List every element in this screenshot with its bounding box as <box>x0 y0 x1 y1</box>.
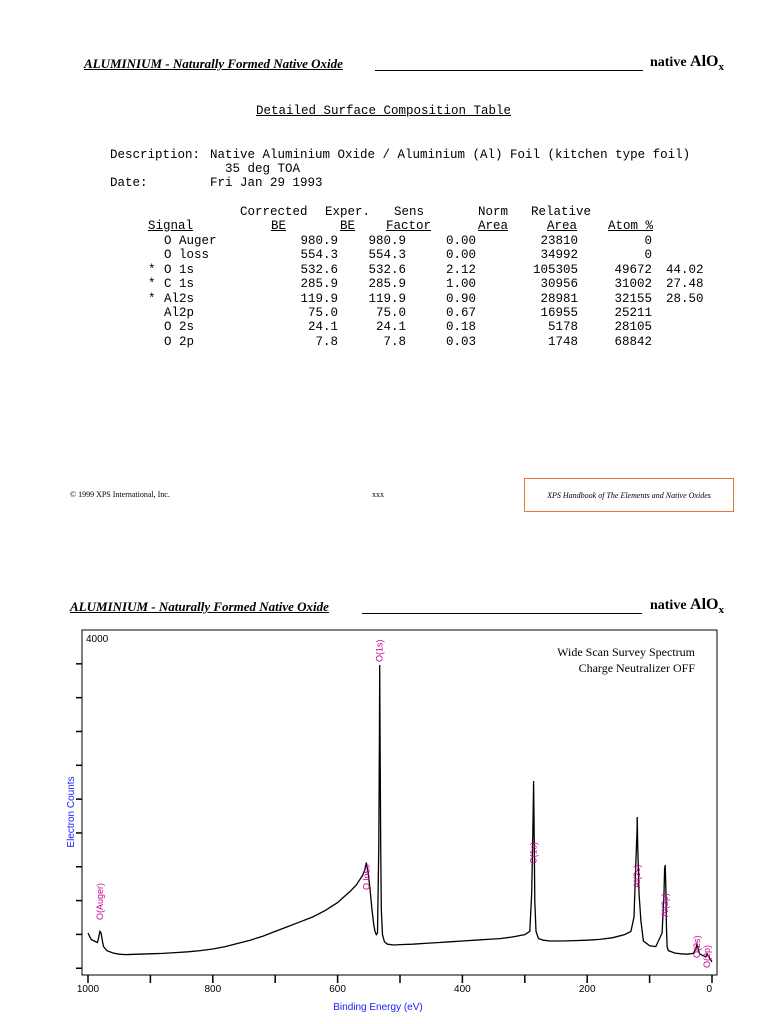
row-relative-area: 31002 <box>614 277 652 292</box>
col-sens-1: Sens <box>394 205 425 219</box>
row-sens-factor: 0.03 <box>445 334 476 349</box>
table-row <box>148 306 726 320</box>
row-signal: Al2s <box>164 291 195 306</box>
page2-header-formula-sub: x <box>718 603 724 616</box>
chart-title: Wide Scan Survey Spectrum <box>557 645 695 659</box>
footer-page-number: xxx <box>372 490 384 499</box>
row-star <box>148 234 164 248</box>
row-atom-percent <box>652 248 726 262</box>
row-norm-area: 28981 <box>540 291 578 306</box>
row-exper-be: 119.9 <box>368 291 406 306</box>
description-line2: 35 deg TOA <box>225 162 301 176</box>
row-relative-area: 28105 <box>614 320 652 335</box>
row-atom-percent <box>652 306 726 320</box>
page1-header-title: ALUMINIUM - Naturally Formed Native Oxide <box>84 56 343 71</box>
row-corrected-be: 285.9 <box>300 277 338 292</box>
y-axis-label: Electron Counts <box>66 776 77 848</box>
row-relative-area: 68842 <box>614 334 652 349</box>
row-signal: C 1s <box>164 277 195 292</box>
row-atom-percent <box>652 234 726 248</box>
row-relative-area: 0 <box>644 234 652 248</box>
date-label: Date: <box>110 176 148 190</box>
row-exper-be: 7.8 <box>383 334 406 349</box>
col-relative-2: Area <box>547 219 578 233</box>
table-row <box>148 335 726 349</box>
row-signal: O loss <box>164 248 210 263</box>
x-tick-label: 600 <box>329 984 346 995</box>
page1-header-rule <box>375 70 643 71</box>
row-relative-area: 32155 <box>614 291 652 306</box>
footer-book-box <box>524 478 734 512</box>
row-star: * <box>148 277 156 292</box>
row-signal: O Auger <box>164 234 217 248</box>
page1-header-formula-sub: x <box>718 60 724 73</box>
x-tick-label: 400 <box>454 984 471 995</box>
row-atom-percent: 28.50 <box>666 291 704 306</box>
col-corrected-2: BE <box>271 219 287 233</box>
footer-book-title: XPS Handbook of The Elements and Native Oxides <box>547 490 711 500</box>
row-sens-factor: 0.18 <box>445 320 476 335</box>
plot-frame <box>82 630 717 975</box>
peak-label: O loss <box>361 864 372 890</box>
chart-subtitle: Charge Neutralizer OFF <box>578 661 695 675</box>
peak-label: O(Auger) <box>94 882 105 920</box>
row-sens-factor: 0.67 <box>445 306 476 321</box>
table-row <box>148 248 726 262</box>
row-exper-be: 532.6 <box>368 262 406 277</box>
row-norm-area: 23810 <box>540 234 578 248</box>
composition-table <box>148 234 726 349</box>
row-atom-percent <box>652 320 726 334</box>
col-signal: Signal <box>148 219 194 233</box>
page1-header-formula-main: AlO <box>690 53 719 70</box>
row-signal: O 1s <box>164 262 195 277</box>
peak-label: O(1s) <box>374 639 385 662</box>
table-row <box>148 263 726 277</box>
table-row <box>148 320 726 334</box>
x-tick-label: 0 <box>706 984 712 995</box>
col-corrected-1: Corrected <box>240 205 308 219</box>
peak-label: O(2p) <box>702 944 713 968</box>
page2-header-formula <box>650 596 724 616</box>
y-tick-label-4000: 4000 <box>86 634 109 645</box>
description-line1: Native Aluminium Oxide / Aluminium (Al) Foil (kitchen type foil) <box>210 148 691 162</box>
table-title: Detailed Surface Composition Table <box>256 104 512 118</box>
col-exper-2: BE <box>340 219 356 233</box>
footer-copyright: © 1999 XPS International, Inc. <box>70 490 170 499</box>
col-norm-2: Area <box>478 219 509 233</box>
table-row <box>148 292 726 306</box>
col-norm-1: Norm <box>478 205 509 219</box>
row-norm-area: 5178 <box>547 320 578 335</box>
date-value: Fri Jan 29 1993 <box>210 176 323 190</box>
description-label: Description: <box>110 148 201 162</box>
row-sens-factor: 0.00 <box>445 234 476 248</box>
row-corrected-be: 24.1 <box>307 320 338 335</box>
x-axis-label: Binding Energy (eV) <box>333 1002 423 1013</box>
row-exper-be: 285.9 <box>368 277 406 292</box>
x-tick-label: 200 <box>578 984 596 995</box>
row-norm-area: 16955 <box>540 306 578 321</box>
row-sens-factor: 0.00 <box>445 248 476 263</box>
row-exper-be: 24.1 <box>375 320 406 335</box>
row-norm-area: 1748 <box>547 334 578 349</box>
row-star <box>148 306 164 320</box>
row-relative-area: 25211 <box>614 306 652 321</box>
row-relative-area: 0 <box>644 248 652 263</box>
row-atom-percent: 44.02 <box>666 262 704 277</box>
page1-header-prefix: native <box>649 55 687 70</box>
row-corrected-be: 119.9 <box>300 291 338 306</box>
row-relative-area: 49672 <box>614 262 652 277</box>
row-sens-factor: 0.90 <box>445 291 476 306</box>
x-tick-label: 800 <box>204 984 222 995</box>
row-atom-percent: 27.48 <box>666 277 704 292</box>
row-star <box>148 335 164 349</box>
row-signal: Al2p <box>164 306 195 321</box>
row-corrected-be: 532.6 <box>300 262 338 277</box>
col-exper-1: Exper. <box>325 205 371 219</box>
page2-header-rule <box>362 613 642 614</box>
page1-header-formula <box>650 53 724 73</box>
row-sens-factor: 1.00 <box>445 277 476 292</box>
x-tick-label: 1000 <box>76 984 100 995</box>
row-exper-be: 980.9 <box>368 234 406 248</box>
page2-header-title: ALUMINIUM - Naturally Formed Native Oxide <box>70 599 329 614</box>
row-star: * <box>148 291 156 306</box>
row-norm-area: 105305 <box>532 262 578 277</box>
row-corrected-be: 7.8 <box>315 334 338 349</box>
spectrum-chart <box>0 620 768 1020</box>
peak-label: O(2s) <box>691 935 702 958</box>
row-exper-be: 75.0 <box>375 306 406 321</box>
row-signal: O 2s <box>164 320 195 335</box>
peak-label: Al(2p) <box>660 892 671 917</box>
page2-header-prefix: native <box>649 598 687 613</box>
row-atom-percent <box>652 335 726 349</box>
col-sens-2: Factor <box>386 219 432 233</box>
row-exper-be: 554.3 <box>368 248 406 263</box>
page2-header-formula-main: AlO <box>690 596 719 613</box>
spectrum-line <box>88 665 712 962</box>
col-atom: Atom % <box>608 219 654 233</box>
table-row <box>148 234 726 248</box>
row-signal: O 2p <box>164 334 195 349</box>
row-corrected-be: 554.3 <box>300 248 338 263</box>
col-relative-1: Relative <box>531 205 592 219</box>
peak-label: Al(2s) <box>632 864 643 888</box>
row-star: * <box>148 262 156 277</box>
row-star <box>148 248 164 262</box>
row-corrected-be: 75.0 <box>307 306 338 321</box>
row-norm-area: 30956 <box>540 277 578 292</box>
table-row <box>148 277 726 291</box>
peak-label: C(1s) <box>528 842 539 864</box>
row-norm-area: 34992 <box>540 248 578 263</box>
row-star <box>148 320 164 334</box>
row-corrected-be: 980.9 <box>300 234 338 248</box>
row-sens-factor: 2.12 <box>445 262 476 277</box>
